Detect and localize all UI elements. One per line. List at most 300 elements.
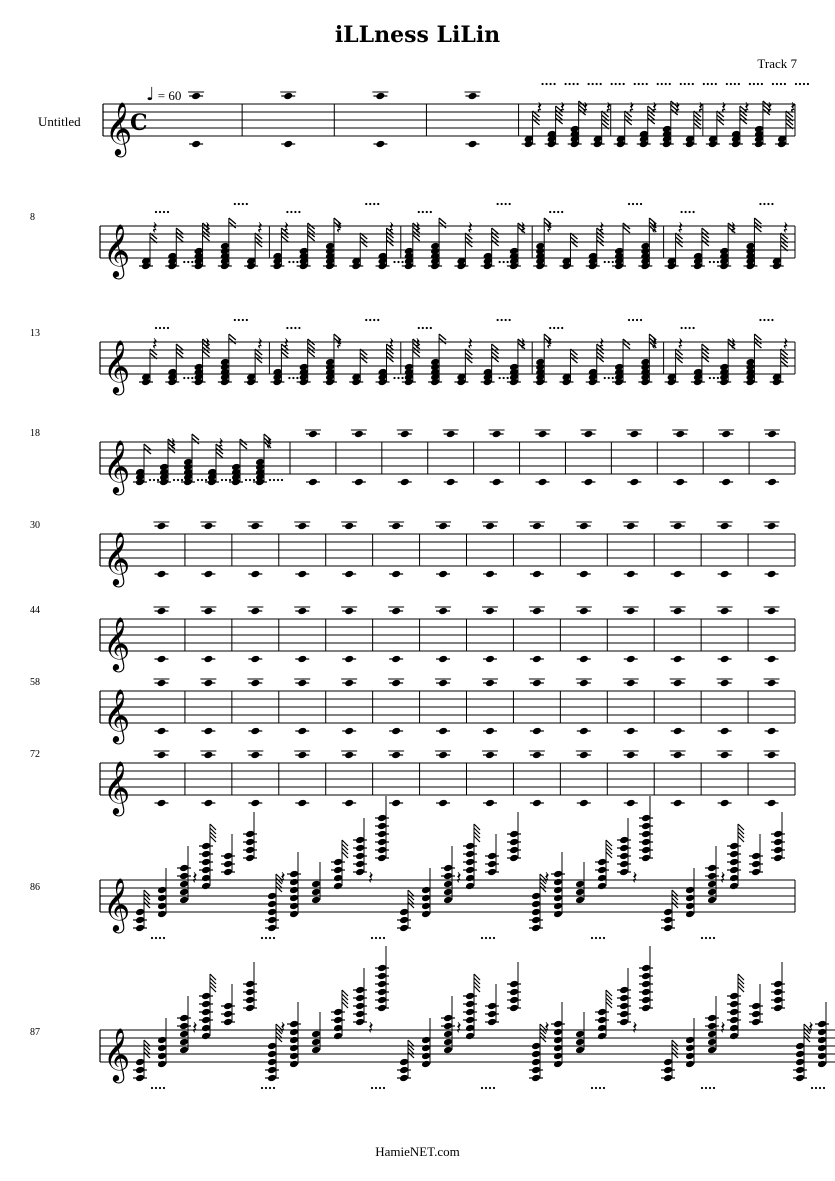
rest-icon: 𝄽 — [782, 218, 789, 239]
note-head — [729, 1024, 739, 1033]
rhythm-dot — [757, 83, 759, 85]
time-signature: C — [130, 110, 148, 136]
note-head — [311, 1038, 321, 1047]
note-head — [720, 522, 730, 531]
rhythm-dot — [573, 83, 575, 85]
rhythm-dot — [685, 211, 687, 213]
rhythm-dot — [685, 327, 687, 329]
rest-icon: 𝄽 — [456, 868, 462, 889]
rhythm-dot — [753, 83, 755, 85]
rhythm-dot — [294, 327, 296, 329]
rhythm-dot — [603, 1087, 605, 1089]
rest-icon: 𝄽 — [559, 98, 566, 119]
rhythm-dot — [187, 261, 189, 263]
rhythm-dot — [549, 211, 551, 213]
rhythm-dot — [738, 83, 740, 85]
rest-icon: 𝄽 — [257, 218, 263, 239]
rhythm-dot — [632, 203, 634, 205]
note-head — [289, 894, 299, 903]
rhythm-dot — [709, 1087, 711, 1089]
rhythm-dot — [298, 327, 300, 329]
note-head — [485, 727, 495, 736]
rhythm-dot — [294, 211, 296, 213]
rhythm-dot — [373, 203, 375, 205]
note-head — [707, 888, 717, 897]
rhythm-dot — [665, 83, 667, 85]
rest-icon: 𝄽 — [651, 218, 657, 239]
rest-icon: 𝄽 — [628, 98, 635, 119]
note-head — [157, 894, 167, 903]
note-head — [421, 902, 431, 911]
note-head — [354, 430, 364, 439]
rhythm-dot — [763, 203, 765, 205]
rhythm-dot — [734, 83, 736, 85]
note-head — [720, 570, 730, 579]
note-head — [626, 607, 636, 616]
rest-icon: 𝄽 — [170, 434, 176, 455]
rhythm-dot — [489, 1087, 491, 1089]
rhythm-dot — [393, 261, 395, 263]
rest-icon: 𝄽 — [536, 98, 543, 119]
note-head — [156, 522, 166, 531]
rhythm-dot — [269, 479, 271, 481]
note-head — [391, 679, 401, 688]
note-head — [203, 607, 213, 616]
rhythm-dot — [717, 377, 719, 379]
note-head — [626, 679, 636, 688]
note-head — [795, 1042, 805, 1051]
rest-icon: 𝄽 — [204, 334, 211, 355]
rhythm-dot — [286, 327, 288, 329]
note-head — [729, 882, 739, 891]
rhythm-dot — [501, 319, 503, 321]
rest-icon: 𝄽 — [544, 868, 550, 889]
rhythm-dot — [604, 377, 606, 379]
rhythm-dot — [298, 211, 300, 213]
note-head — [720, 799, 730, 808]
note-head — [531, 1050, 541, 1059]
rhythm-dot — [269, 937, 271, 939]
rhythm-dot — [730, 83, 732, 85]
rest-icon: 𝄽 — [266, 434, 272, 455]
rhythm-dot — [253, 479, 255, 481]
note-head — [538, 430, 548, 439]
treble-clef-icon: 𝄞 — [103, 616, 131, 670]
note-head — [289, 886, 299, 895]
rhythm-dot — [661, 83, 663, 85]
rhythm-dot — [155, 211, 157, 213]
rest-icon: 𝄽 — [544, 1018, 550, 1039]
note-head — [201, 1024, 211, 1033]
note-head — [707, 896, 717, 905]
rhythm-dot — [383, 937, 385, 939]
rhythm-dot — [553, 83, 555, 85]
rhythm-dot — [549, 83, 551, 85]
note-head — [344, 679, 354, 688]
note-head — [250, 570, 260, 579]
note-head — [203, 570, 213, 579]
note-head — [311, 1046, 321, 1055]
note-head — [250, 607, 260, 616]
note-head — [629, 430, 639, 439]
note-head — [720, 607, 730, 616]
note-head — [626, 570, 636, 579]
rhythm-dot — [503, 377, 505, 379]
rhythm-dot — [707, 83, 709, 85]
rhythm-dot — [430, 327, 432, 329]
note-head — [311, 880, 321, 889]
note-head — [485, 751, 495, 760]
note-head — [673, 607, 683, 616]
rhythm-dot — [701, 937, 703, 939]
rhythm-dot — [197, 479, 199, 481]
note-head — [156, 799, 166, 808]
note-head — [297, 751, 307, 760]
rhythm-dot — [628, 203, 630, 205]
rest-icon: 𝄽 — [598, 334, 605, 355]
rhythm-dot — [640, 319, 642, 321]
note-head — [438, 679, 448, 688]
rhythm-dot — [776, 83, 778, 85]
note-head — [421, 1060, 431, 1069]
rhythm-dot — [173, 479, 175, 481]
rhythm-dot — [799, 83, 801, 85]
note-head — [289, 902, 299, 911]
measure-number: 30 — [30, 520, 40, 531]
note-head — [289, 1060, 299, 1069]
note-head — [157, 1036, 167, 1045]
rest-icon: 𝄽 — [152, 334, 158, 355]
rhythm-dot — [286, 211, 288, 213]
note-head — [203, 751, 213, 760]
note-head — [157, 1060, 167, 1069]
rhythm-dot — [623, 83, 625, 85]
rest-icon: 𝄽 — [192, 868, 198, 889]
rhythm-dot — [493, 937, 495, 939]
note-head — [156, 751, 166, 760]
rest-icon: 𝄽 — [519, 334, 526, 355]
rhythm-dot — [713, 377, 715, 379]
note-head — [289, 878, 299, 887]
rest-icon: 𝄽 — [467, 218, 473, 239]
rhythm-dot — [422, 327, 424, 329]
note-head — [817, 1052, 827, 1061]
rest-icon: 𝄽 — [335, 218, 342, 239]
rhythm-dot — [507, 377, 509, 379]
rhythm-dot — [277, 479, 279, 481]
rhythm-dot — [155, 1087, 157, 1089]
rhythm-dot — [681, 327, 683, 329]
treble-clef-icon: 𝄞 — [103, 877, 131, 931]
rhythm-dot — [177, 479, 179, 481]
rhythm-dot — [163, 327, 165, 329]
rhythm-dot — [422, 211, 424, 213]
rhythm-dot — [795, 83, 797, 85]
note-head — [729, 1032, 739, 1041]
note-head — [485, 570, 495, 579]
rest-icon: 𝄽 — [651, 98, 658, 119]
note-head — [391, 522, 401, 531]
rhythm-dot — [505, 319, 507, 321]
rhythm-dot — [225, 479, 227, 481]
rhythm-dot — [485, 1087, 487, 1089]
note-head — [333, 882, 343, 891]
rhythm-dot — [265, 937, 267, 939]
rhythm-dot — [557, 211, 559, 213]
rhythm-dot — [688, 83, 690, 85]
note-head — [179, 1030, 189, 1039]
rhythm-dot — [426, 327, 428, 329]
note-head — [267, 1058, 277, 1067]
rhythm-dot — [292, 377, 294, 379]
note-head — [289, 1036, 299, 1045]
rhythm-dot — [183, 261, 185, 263]
note-head — [191, 140, 201, 149]
note-head — [297, 727, 307, 736]
note-head — [553, 902, 563, 911]
note-head — [817, 1036, 827, 1045]
rhythm-dot — [509, 319, 511, 321]
note-head — [663, 908, 673, 917]
rhythm-dot — [636, 319, 638, 321]
note-head — [579, 607, 589, 616]
note-head — [438, 655, 448, 664]
note-head — [344, 751, 354, 760]
note-head — [179, 1046, 189, 1055]
note-head — [421, 1036, 431, 1045]
rhythm-dot — [749, 83, 751, 85]
rhythm-dot — [596, 83, 598, 85]
rest-icon: 𝄽 — [598, 218, 605, 239]
rest-icon: 𝄽 — [368, 868, 374, 889]
note-head — [391, 799, 401, 808]
note-head — [626, 727, 636, 736]
rhythm-dot — [608, 377, 610, 379]
note-head — [575, 1038, 585, 1047]
note-head — [283, 92, 293, 101]
note-head — [344, 799, 354, 808]
rest-icon: 𝄽 — [388, 218, 395, 239]
rhythm-dot — [493, 1087, 495, 1089]
rhythm-dot — [772, 83, 774, 85]
note-head — [443, 1038, 453, 1047]
rhythm-dot — [481, 1087, 483, 1089]
rhythm-dot — [761, 83, 763, 85]
note-head — [344, 570, 354, 579]
rhythm-dot — [163, 937, 165, 939]
note-head — [553, 878, 563, 887]
rhythm-dot — [709, 261, 711, 263]
rhythm-dot — [489, 937, 491, 939]
note-head — [443, 896, 453, 905]
rhythm-dot — [159, 937, 161, 939]
rhythm-dot — [290, 327, 292, 329]
note-head — [485, 522, 495, 531]
note-head — [531, 1042, 541, 1051]
note-head — [626, 751, 636, 760]
rhythm-dot — [636, 203, 638, 205]
treble-clef-icon: 𝄞 — [103, 1027, 131, 1081]
rhythm-dot — [167, 327, 169, 329]
note-head — [438, 751, 448, 760]
note-head — [685, 886, 695, 895]
note-head — [438, 522, 448, 531]
note-head — [267, 892, 277, 901]
rhythm-dot — [726, 83, 728, 85]
rest-icon: 𝄽 — [582, 98, 589, 119]
rhythm-dot — [709, 937, 711, 939]
rest-icon: 𝄽 — [677, 334, 684, 355]
rest-icon: 𝄽 — [720, 98, 727, 119]
rhythm-dot — [503, 261, 505, 263]
rest-icon: 𝄽 — [283, 334, 289, 355]
rhythm-dot — [501, 203, 503, 205]
note-head — [400, 478, 410, 487]
note-head — [532, 799, 542, 808]
measure-number: 44 — [30, 605, 40, 616]
note-head — [579, 655, 589, 664]
note-head — [157, 886, 167, 895]
note-head — [311, 888, 321, 897]
note-head — [438, 570, 448, 579]
rhythm-dot — [784, 83, 786, 85]
rhythm-dot — [242, 319, 244, 321]
note-head — [250, 679, 260, 688]
note-head — [344, 607, 354, 616]
rhythm-dot — [771, 203, 773, 205]
rhythm-dot — [261, 1087, 263, 1089]
rest-icon: 𝄽 — [789, 98, 796, 119]
rhythm-dot — [612, 261, 614, 263]
note-head — [767, 751, 777, 760]
rhythm-dot — [191, 377, 193, 379]
note-head — [333, 1024, 343, 1033]
rhythm-dot — [689, 327, 691, 329]
rhythm-dot — [365, 319, 367, 321]
note-head — [767, 655, 777, 664]
note-head — [468, 92, 478, 101]
note-head — [400, 430, 410, 439]
measure-number: 18 — [30, 428, 40, 439]
note-head — [485, 607, 495, 616]
rhythm-dot — [640, 203, 642, 205]
note-head — [438, 799, 448, 808]
note-head — [531, 892, 541, 901]
rhythm-dot — [246, 319, 248, 321]
note-head — [421, 910, 431, 919]
rhythm-dot — [669, 83, 671, 85]
note-head — [531, 908, 541, 917]
note-head — [203, 522, 213, 531]
rhythm-dot — [638, 83, 640, 85]
rest-icon: 𝄽 — [546, 334, 552, 355]
rhythm-dot — [600, 83, 602, 85]
rhythm-dot — [246, 203, 248, 205]
note-head — [597, 1024, 607, 1033]
note-head — [375, 92, 385, 101]
rest-icon: 𝄽 — [368, 1018, 374, 1039]
rhythm-dot — [634, 83, 636, 85]
rhythm-dot — [681, 211, 683, 213]
note-head — [250, 522, 260, 531]
note-head — [673, 679, 683, 688]
rhythm-dot — [377, 203, 379, 205]
note-head — [673, 799, 683, 808]
track-label: Track 7 — [757, 56, 797, 71]
rhythm-dot — [595, 937, 597, 939]
rhythm-dot — [591, 937, 593, 939]
rhythm-dot — [701, 1087, 703, 1089]
note-head — [721, 430, 731, 439]
rhythm-dot — [619, 83, 621, 85]
rest-icon: 𝄽 — [414, 218, 421, 239]
note-head — [767, 727, 777, 736]
note-head — [575, 1030, 585, 1039]
rhythm-dot — [379, 937, 381, 939]
rhythm-dot — [811, 1087, 813, 1089]
note-head — [156, 655, 166, 664]
rest-icon: 𝄽 — [720, 1018, 726, 1039]
note-head — [685, 1060, 695, 1069]
rest-icon: 𝄽 — [782, 334, 789, 355]
note-head — [203, 727, 213, 736]
rest-icon: 𝄽 — [730, 334, 736, 355]
note-head — [532, 751, 542, 760]
note-head — [311, 1030, 321, 1039]
note-head — [250, 799, 260, 808]
rhythm-dot — [599, 1087, 601, 1089]
rhythm-dot — [595, 1087, 597, 1089]
rhythm-dot — [205, 479, 207, 481]
rhythm-dot — [541, 83, 543, 85]
note-head — [191, 92, 201, 101]
note-head — [297, 570, 307, 579]
note-head — [626, 655, 636, 664]
rhythm-dot — [375, 937, 377, 939]
rhythm-dot — [705, 1087, 707, 1089]
rhythm-dot — [183, 377, 185, 379]
note-head — [201, 874, 211, 883]
note-head — [179, 888, 189, 897]
note-head — [297, 799, 307, 808]
rhythm-dot — [632, 319, 634, 321]
note-head — [289, 910, 299, 919]
note-head — [729, 874, 739, 883]
rhythm-dot — [153, 479, 155, 481]
rhythm-dot — [238, 319, 240, 321]
rhythm-dot — [561, 211, 563, 213]
rhythm-dot — [603, 937, 605, 939]
note-head — [438, 727, 448, 736]
note-head — [391, 607, 401, 616]
rhythm-dot — [238, 203, 240, 205]
note-head — [685, 910, 695, 919]
rhythm-dot — [713, 1087, 715, 1089]
note-head — [579, 727, 589, 736]
rhythm-dot — [397, 261, 399, 263]
note-head — [421, 886, 431, 895]
rhythm-dot — [549, 327, 551, 329]
instrument-name: Untitled — [38, 114, 81, 129]
note-head — [156, 607, 166, 616]
note-head — [399, 1058, 409, 1067]
note-head — [531, 900, 541, 909]
rhythm-dot — [296, 377, 298, 379]
rhythm-dot — [379, 1087, 381, 1089]
note-head — [492, 478, 502, 487]
note-head — [720, 727, 730, 736]
rhythm-dot — [401, 261, 403, 263]
